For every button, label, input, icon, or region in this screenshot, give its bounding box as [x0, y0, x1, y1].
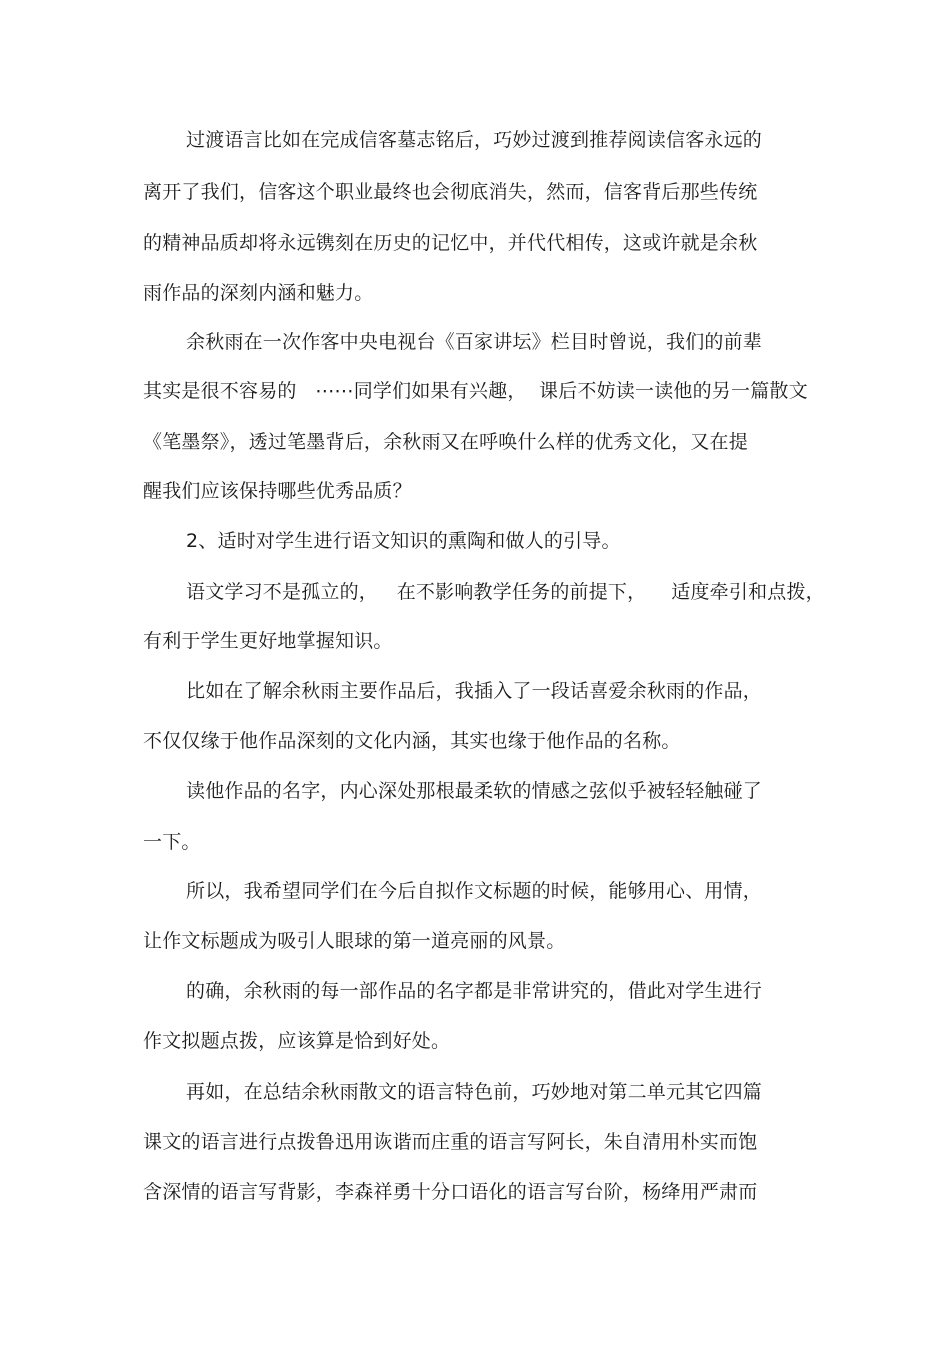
paragraph-4-line-1: 比如在了解余秋雨主要作品后，我插入了一段话喜爱余秋雨的作品，: [186, 680, 763, 702]
paragraph-2-line-3: 《笔墨祭》，透过笔墨背后，余秋雨又在呼唤什么样的优秀文化，又在提: [143, 431, 748, 453]
paragraph-8-line-1: 再如，在总结余秋雨散文的语言特色前，巧妙地对第二单元其它四篇: [186, 1081, 763, 1103]
paragraph-3-line-2: 有利于学生更好地掌握知识。: [143, 630, 393, 652]
paragraph-6-line-1: 所以，我希望同学们在今后自拟作文标题的时候，能够用心、用情，: [186, 880, 763, 902]
paragraph-2-line-1: 余秋雨在一次作客中央电视台《百家讲坛》栏目时曾说，我们的前辈: [186, 331, 763, 353]
paragraph-2-line-4: 醒我们应该保持哪些优秀品质？: [143, 480, 412, 502]
paragraph-5-line-2: 一下。: [143, 831, 201, 853]
paragraph-1-line-1: 过渡语言比如在完成信客墓志铭后，巧妙过渡到推荐阅读信客永远的: [186, 129, 763, 151]
paragraph-1-line-2: 离开了我们，信客这个职业最终也会彻底消失，然而，信客背后那些传统: [143, 181, 758, 203]
paragraph-5-line-1: 读他作品的名字，内心深处那根最柔软的情感之弦似乎被轻轻触碰了: [186, 780, 763, 802]
paragraph-7-line-1: 的确，余秋雨的每一部作品的名字都是非常讲究的，借此对学生进行: [186, 980, 763, 1002]
paragraph-8-line-3: 含深情的语言写背影，李森祥勇十分口语化的语言写台阶，杨绛用严肃而: [143, 1181, 758, 1203]
paragraph-2-line-2: 其实是很不容易的 ⋯⋯同学们如果有兴趣， 课后不妨读一读他的另一篇散文: [143, 380, 808, 402]
paragraph-4-line-2: 不仅仅缘于他作品深刻的文化内涵，其实也缘于他作品的名称。: [143, 730, 681, 752]
paragraph-1-line-4: 雨作品的深刻内涵和魅力。: [143, 282, 374, 304]
paragraph-7-line-2: 作文拟题点拨，应该算是恰到好处。: [143, 1030, 451, 1052]
paragraph-8-line-2: 课文的语言进行点拨鲁迅用诙谐而庄重的语言写阿长，朱自清用朴实而饱: [143, 1131, 758, 1153]
paragraph-1-line-3: 的精神品质却将永远镌刻在历史的记忆中，并代代相传，这或许就是余秋: [143, 232, 758, 254]
paragraph-3-line-1: 语文学习不是孤立的， 在不影响教学任务的前提下， 适度牵引和点拨，: [186, 581, 825, 603]
paragraph-6-line-2: 让作文标题成为吸引人眼球的第一道亮丽的风景。: [143, 930, 566, 952]
section-heading-2: 2、适时对学生进行语文知识的熏陶和做人的引导。: [186, 530, 621, 552]
